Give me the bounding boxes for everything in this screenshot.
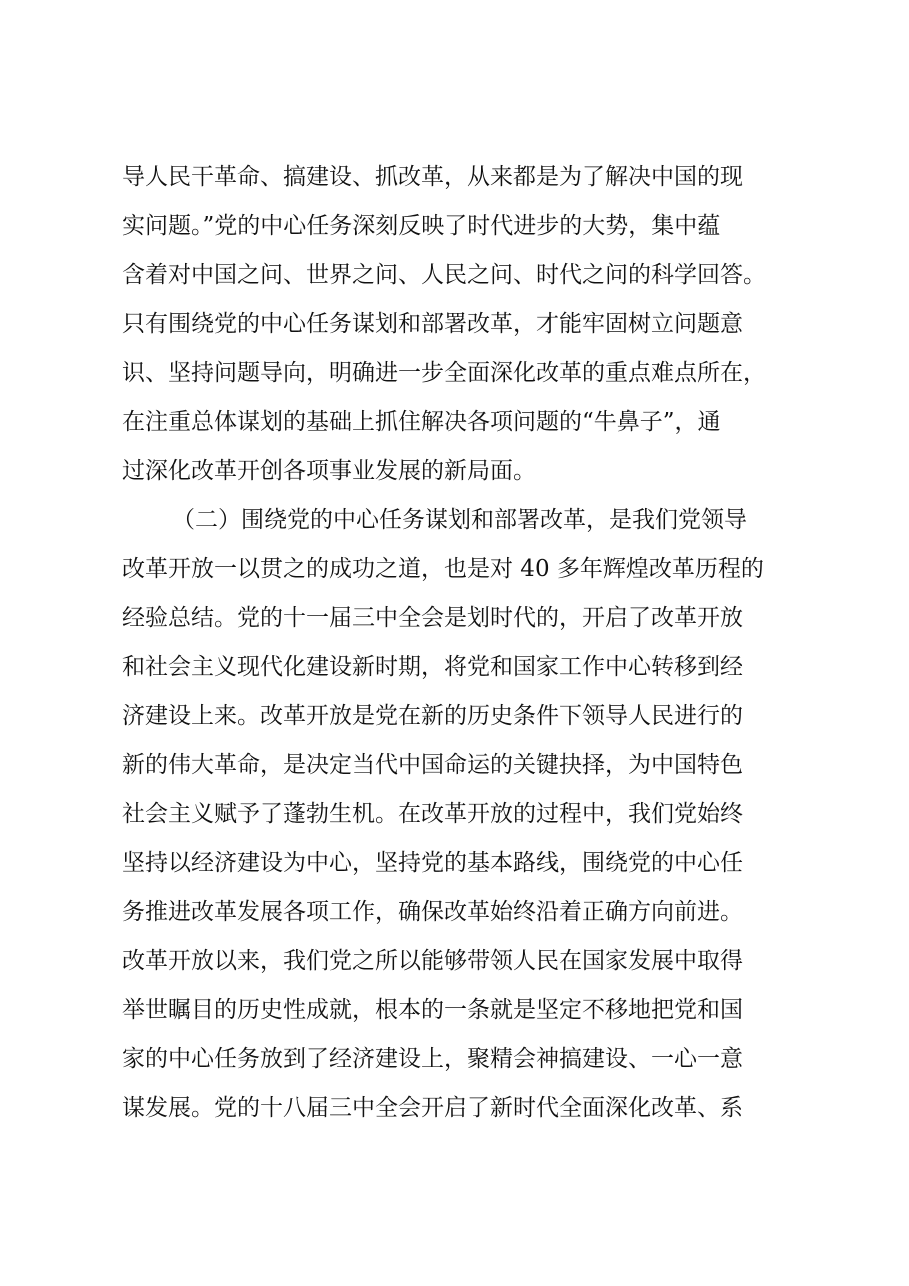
text-line: 和社会主义现代化建设新时期，将党和国家工作中心转移到经 xyxy=(122,654,743,680)
text-line: 在注重总体谋划的基础上抓住解决各项问题的“牛鼻子”，通 xyxy=(122,409,721,435)
text-line: 改革开放一以贯之的成功之道，也是对 40 多年辉煌改革历程的 xyxy=(122,556,764,582)
text-line: 经验总结。党的十一届三中全会是划时代的，开启了改革开放 xyxy=(122,605,743,631)
text-line: 举世瞩目的历史性成就，根本的一条就是坚定不移地把党和国 xyxy=(122,997,743,1023)
paragraph-first-line: （二）围绕党的中心任务谋划和部署改革，是我们党领导 xyxy=(172,507,747,533)
text-line: 含着对中国之问、世界之问、人民之问、时代之问的科学回答。 xyxy=(122,262,766,288)
text-line: 新的伟大革命，是决定当代中国命运的关键抉择，为中国特色 xyxy=(122,752,743,778)
text-line: 社会主义赋予了蓬勃生机。在改革开放的过程中，我们党始终 xyxy=(122,801,743,827)
text-line: 家的中心任务放到了经济建设上，聚精会神搞建设、一心一意 xyxy=(122,1046,743,1072)
text-line: 过深化改革开创各项事业发展的新局面。 xyxy=(122,458,536,484)
text-line: 务推进改革发展各项工作，确保改革始终沿着正确方向前进。 xyxy=(122,899,743,925)
text-line: 实问题。”党的中心任务深刻反映了时代进步的大势，集中蕴 xyxy=(122,213,721,239)
text-line: 坚持以经济建设为中心，坚持党的基本路线，围绕党的中心任 xyxy=(122,850,743,876)
text-line: 只有围绕党的中心任务谋划和部署改革，才能牢固树立问题意 xyxy=(122,311,743,337)
text-line: 识、坚持问题导向，明确进一步全面深化改革的重点难点所在， xyxy=(122,360,766,386)
text-line: 导人民干革命、搞建设、抓改革，从来都是为了解决中国的现 xyxy=(122,164,743,190)
text-line: 济建设上来。改革开放是党在新的历史条件下领导人民进行的 xyxy=(122,703,743,729)
text-line: 改革开放以来，我们党之所以能够带领人民在国家发展中取得 xyxy=(122,948,743,974)
text-line: 谋发展。党的十八届三中全会开启了新时代全面深化改革、系 xyxy=(122,1095,743,1121)
